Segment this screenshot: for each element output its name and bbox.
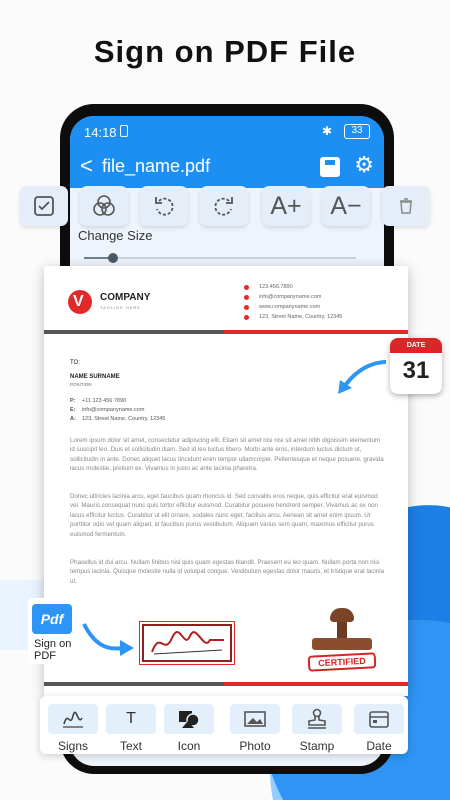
body-paragraph: Lorem ipsum dolor sit amet, consectetur adipiscing elit. Etiam sit amet nisi nisi sit amet nibh dignissim elementum id suscipit leo. Duis et sollicitudin diam. Sed id leo luctus libero. Morbi ante eros, interdum luctus dictum ut, sollicitudin in ante. Donec aliquet lacus tincidunt enim tempor ullamcorper. Pellentesque et neque posuere, gravida lacus molestie, pretium ex. Vivamus in justo ac ante lacinia pharetra.: [70, 437, 384, 473]
contact-line: P: +11 123 456 7890: [70, 398, 127, 404]
curved-arrow-icon: [334, 356, 390, 398]
text-icon: T: [106, 704, 156, 734]
increase-font-button[interactable]: A+: [262, 186, 310, 226]
rotate-right-button[interactable]: [200, 186, 248, 226]
rotate-left-button[interactable]: [140, 186, 188, 226]
trash-icon: [396, 196, 416, 216]
location-icon: [244, 315, 249, 320]
signature-stamp[interactable]: [142, 624, 232, 662]
certified-stamp[interactable]: [306, 608, 378, 678]
back-button[interactable]: <: [80, 153, 93, 178]
company-name: COMPANY: [100, 292, 151, 303]
header-contacts: [244, 282, 342, 322]
nav-label: Date: [366, 739, 392, 753]
contact-item: info@companyname.com: [244, 292, 342, 302]
decrease-font-button[interactable]: A−: [322, 186, 370, 226]
nav-signs[interactable]: [48, 702, 98, 754]
shapes-icon: [164, 704, 214, 734]
header-divider-accent: [224, 330, 408, 334]
status-bar: [70, 116, 384, 148]
checkbox-icon: [32, 194, 56, 218]
nav-icon[interactable]: [164, 702, 214, 754]
promo-headline: Sign on PDF File: [93, 34, 357, 69]
phone-icon: [244, 285, 249, 290]
certified-label: CERTIFIED: [308, 652, 377, 672]
change-size-label: Change Size: [78, 228, 153, 243]
rotate-left-icon: [151, 193, 177, 219]
nav-photo[interactable]: [230, 702, 280, 754]
body-paragraph: Phasellus id dui arcu. Nullam finibus nisl quis quam egestas blandit. Praesent eu leo quam. Nullam porta non nisi tempus lacinia. Quisque molestie nulla id volutpat congue. Vestibulum egestas dolor mauris, et tristique erat lacinia ut.: [70, 559, 385, 585]
settings-gear-icon[interactable]: ⚙: [354, 152, 374, 177]
select-checkbox-button[interactable]: [20, 186, 68, 226]
nav-label: Signs: [57, 739, 89, 753]
contact-item: 123, Street Name, Country, 12345: [244, 312, 342, 322]
company-tagline: TAGLINE HERE: [100, 305, 142, 310]
bottom-nav: [40, 696, 408, 754]
sign-on-pdf-badge: [28, 598, 78, 664]
recipient-name: NAME SURNAME: [70, 374, 120, 380]
mail-icon: [244, 295, 249, 300]
signature-icon: [48, 704, 98, 734]
stamp-neck: [337, 622, 347, 638]
recipient-position: POSITION: [70, 382, 92, 387]
color-blend-button[interactable]: [80, 186, 128, 226]
battery-level: 33: [351, 125, 363, 136]
calendar-date-badge[interactable]: [390, 338, 442, 394]
nav-text[interactable]: [106, 702, 156, 754]
delete-button[interactable]: [382, 186, 430, 226]
contact-item: www.companyname.com: [244, 302, 342, 312]
status-time: 14:18: [84, 125, 117, 140]
globe-icon: [244, 305, 249, 310]
calendar-header: DATE: [390, 338, 442, 353]
footer-divider-accent: [224, 682, 408, 686]
header-divider: [44, 330, 224, 334]
size-slider-thumb[interactable]: [108, 253, 118, 263]
calendar-day: 31: [402, 357, 430, 384]
stamp-base: [312, 638, 372, 650]
photo-icon: [230, 704, 280, 734]
signature-scribble-icon: [144, 626, 230, 660]
calendar-icon: [354, 704, 404, 734]
pdf-pen-icon: Pdf: [32, 604, 72, 634]
color-circles-icon: [91, 193, 117, 219]
body-paragraph: Donec ultricies lacinia arcu, eget faucibus quam rhoncus id. Sed convallis eros neque, quis efficitur erat euismod vel. Mauris consequat nunc quis tortor efficitur euismod. Curabitur posuere hendrerit semper. Vivamus ac ex non lacus efficitur luctus. Curabitur ut elit ornare, sodales nunc eget, facilisis arcu. Aenean sit amet enim ipsum. Ut porttitor odio vel quam aliquet, id faucibus purus vestibulum. Aliquam varius sem quam, maximus efficitur purus euismod fermentum.: [70, 493, 378, 538]
bluetooth-icon: ✱: [321, 124, 332, 138]
edit-toolbar: [0, 182, 450, 232]
rotate-right-icon: [211, 193, 237, 219]
nav-label: Text: [119, 739, 142, 753]
contact-item: 123.456.7890: [244, 282, 342, 292]
stamp-handle-icon: [330, 608, 354, 622]
company-logo-icon: [68, 290, 92, 314]
recipient-contacts: [70, 398, 165, 425]
nav-stamp[interactable]: [292, 702, 342, 754]
sim-icon: [120, 125, 128, 137]
size-slider[interactable]: [84, 257, 356, 259]
nav-label: Stamp: [299, 739, 335, 753]
nav-label: Photo: [239, 739, 271, 753]
contact-line: A: 123, Street Name, Country, 12345: [70, 416, 166, 422]
sign-on-pdf-label: Sign on PDF: [34, 638, 72, 662]
contact-line: E: info@companyname.com: [70, 407, 145, 413]
footer-divider: [44, 682, 224, 686]
nav-label: Icon: [177, 739, 201, 753]
save-icon[interactable]: [320, 157, 340, 177]
nav-date[interactable]: [354, 702, 404, 754]
to-label: TO:: [70, 360, 80, 366]
stamp-icon: [292, 704, 342, 734]
file-title: file_name.pdf: [102, 156, 211, 176]
battery-icon: [344, 124, 370, 139]
curved-arrow-icon: [80, 618, 136, 658]
